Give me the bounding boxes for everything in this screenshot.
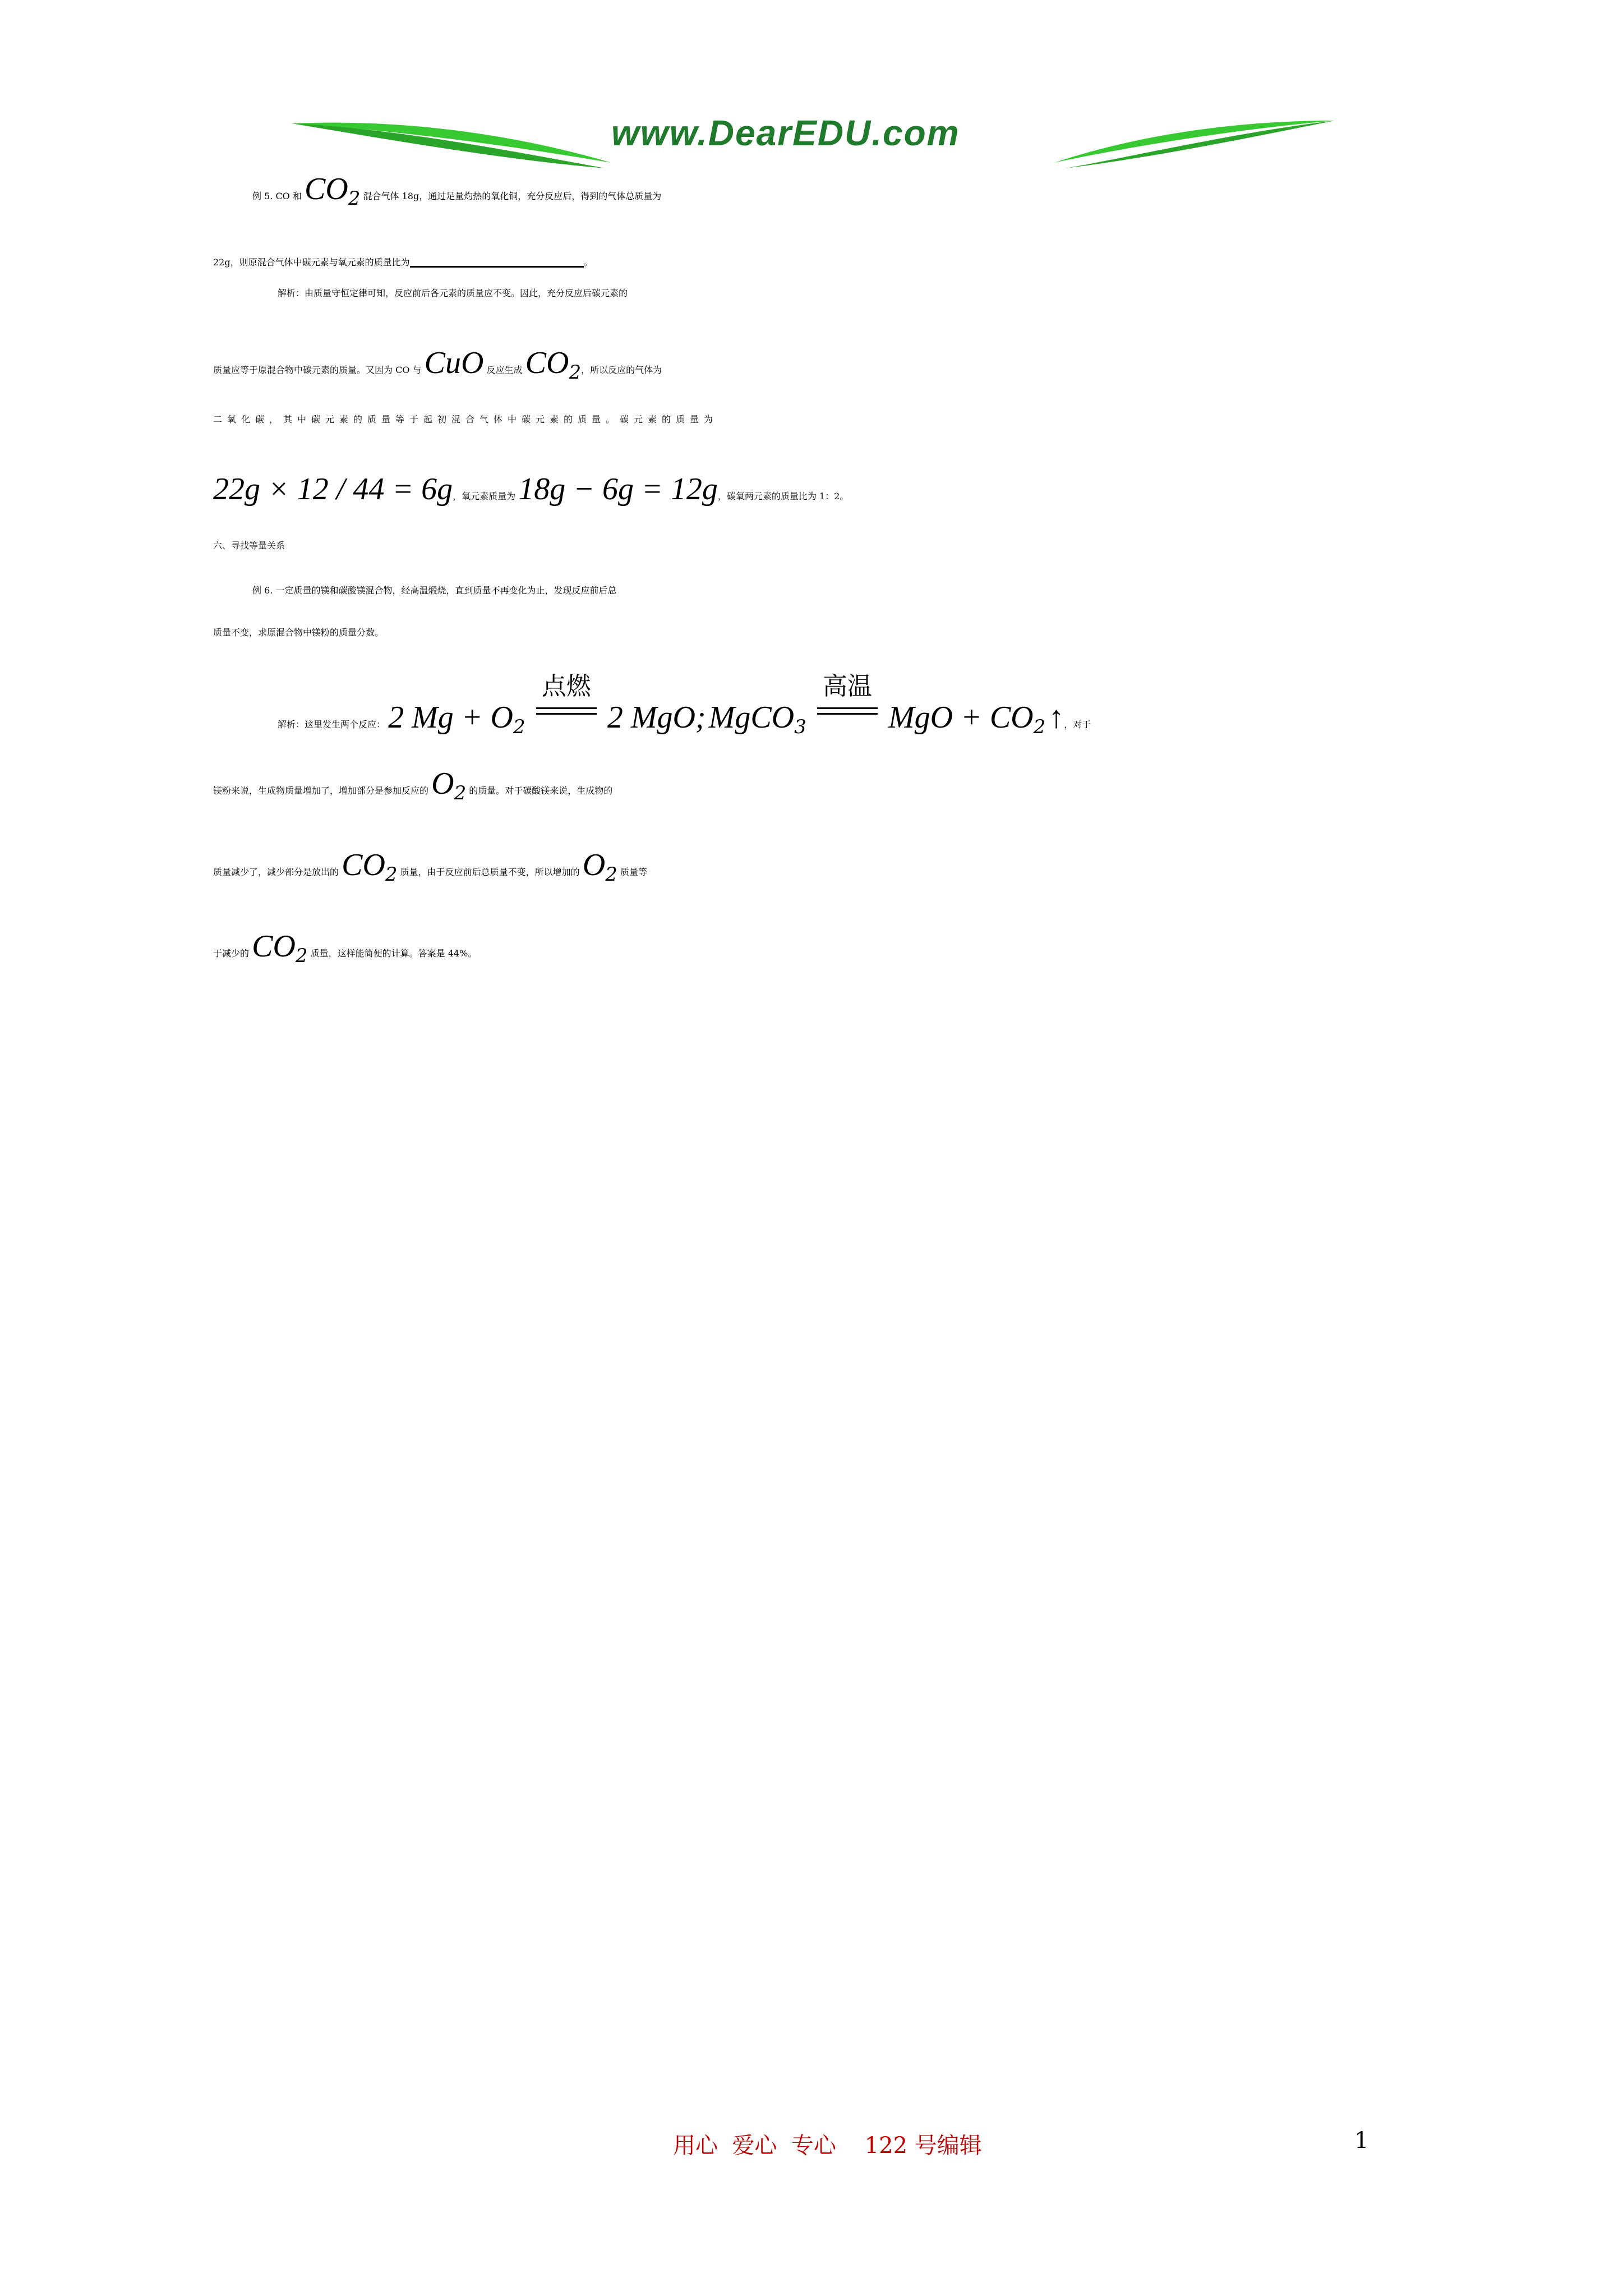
analysis5-line4: 22g × 12 / 44 = 6g，氧元素质量为 18g − 6g = 12g，碳氧两元素的质量比为 1：2。 [213, 472, 849, 507]
mass-calc-oxygen: 18g − 6g = 12g [518, 472, 718, 507]
analysis6-line4: 于减少的 CO2 质量，这样能简便的计算。答案是 44%。 [213, 929, 477, 967]
answer-blank [410, 241, 584, 268]
reaction-arrow-heat: 高温 [814, 693, 881, 732]
example6-line2: 质量不变，求原混合物中镁粉的质量分数。 [213, 627, 384, 638]
section6-title: 六、寻找等量关系 [213, 540, 285, 551]
example5-line2: 22g，则原混合气体中碳元素与氧元素的质量比为 。 [213, 241, 593, 268]
logo-text: www.DearEDU.com [611, 113, 960, 153]
gas-up-arrow: ↑ [1048, 700, 1064, 735]
analysis5-line2: 质量应等于原混合物中碳元素的质量。又因为 CO 与 CuO 反应生成 CO2，所以反应的气体为 [213, 346, 662, 384]
analysis5-line1: 解析：由质量守恒定律可知，反应前后各元素的质量应不变。因此，充分反应后碳元素的 [278, 288, 628, 298]
reaction-arrow-ignite: 点燃 [533, 693, 600, 732]
example5-line1: 例 5. CO 和 CO2 混合气体 18g，通过足量灼热的氧化铜，充分反应后，得到的气体总质量为 [252, 172, 662, 210]
analysis6-line3: 质量减少了，减少部分是放出的 CO2 质量，由于反应前后总质量不变，所以增加的 O2 质量等 [213, 848, 647, 886]
analysis6-line2: 镁粉来说，生成物质量增加了，增加部分是参加反应的 O2 的质量。对于碳酸镁来说，生成物的 [213, 766, 613, 804]
footer-note: 用心 爱心 专心 122 号编辑 [673, 2133, 982, 2159]
page-number: 1 [1354, 2128, 1369, 2154]
example6-line1: 例 6. 一定质量的镁和碳酸镁混合物，经高温煅烧，直到质量不再变化为止，发现反应前后总 [252, 585, 617, 596]
analysis5-line3: 二氧化碳，其中碳元素的质量等于起初混合气体中碳元素的质量。碳元素的质量为 [213, 414, 718, 425]
analysis6-line1: 解析：这里发生两个反应： 2 Mg + O2 点燃 2 MgO; MgCO3 高温 MgO + CO2 ↑，对于 [278, 672, 1091, 738]
mass-calc-carbon: 22g × 12 / 44 = 6g [213, 472, 453, 507]
